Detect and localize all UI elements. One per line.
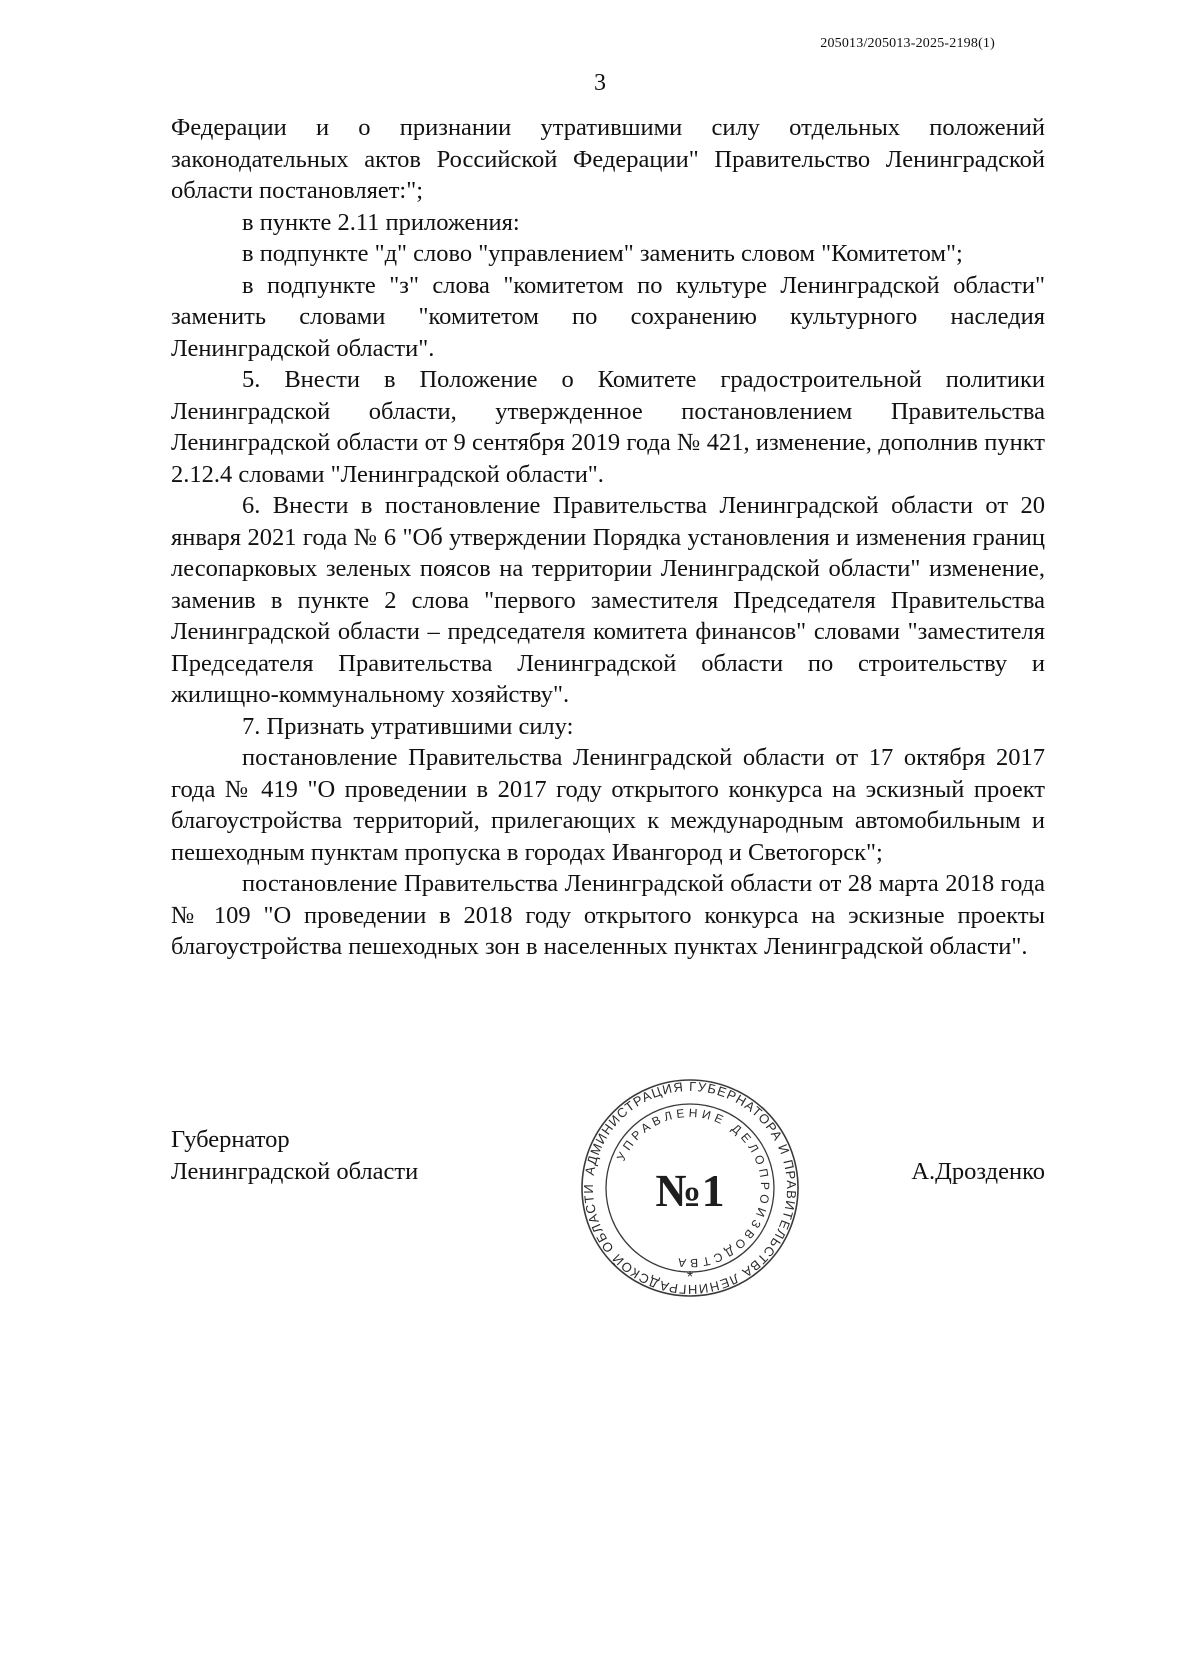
seal-star: *: [686, 1269, 694, 1286]
paragraph-repeal-2018: постановление Правительства Ленинградской области от 28 марта 2018 года № 109 "О проведении в 2018 году открытого конкурса на эскизные проекты благоустройства пешеходных зон в населенных пунктах Ленинградской области".: [171, 870, 1045, 960]
seal-center-number: №1: [655, 1165, 725, 1216]
paragraph-continuation: Федерации и о признании утратившими силу отдельных положений законодательных актов Российской Федерации" Правительство Ленинградской области постановляет:";: [171, 114, 1045, 204]
paragraph-item-2-11: в пункте 2.11 приложения:: [242, 208, 520, 236]
page-number: 3: [594, 70, 606, 96]
signatory-name: А.Дрозденко: [911, 1158, 1045, 1185]
document-id: 205013/205013-2025-2198(1): [820, 36, 995, 51]
paragraph-item-7: 7. Признать утратившими силу:: [242, 712, 574, 740]
paragraph-subitem-z: в подпункте "з" слова "комитетом по культуре Ленинградской области" заменить словами "комитетом по сохранению культурного наследия Ленинградской области".: [171, 271, 1045, 362]
signatory-title-line-2: Ленинградской области: [171, 1157, 419, 1185]
signatory-title: [171, 1124, 418, 1187]
official-seal: [580, 1078, 800, 1298]
seal-outer-text: АДМИНИСТРАЦИЯ ГУБЕРНАТОРА И ПРАВИТЕЛЬСТВА ЛЕНИНГРАДСКОЙ ОБЛАСТИ: [580, 1078, 800, 1298]
seal-inner-text: УПРАВЛЕНИЕ ДЕЛОПРОИЗВОДСТВА: [613, 1105, 773, 1271]
paragraph-item-6: 6. Внести в постановление Правительства Ленинградской области от 20 января 2021 года № 6 "Об утверждении Порядка установления и изменения границ лесопарковых зеленых поясов на территории Ленинградской области" изменение, заменив в пункте 2 слова "первого заместителя Председателя Правительства Ленинградской области – председателя комитета финансов" словами "заместителя Председателя Правительства Ленинградской области по строительству и жилищно-коммунальному хозяйству".: [171, 492, 1045, 708]
paragraph-item-5: 5. Внести в Положение о Комитете градостроительной политики Ленинградской области, утвержденное постановлением Правительства Ленинградской области от 9 сентября 2019 года № 421, изменение, дополнив пункт 2.12.4 словами "Ленинградской области".: [171, 366, 1045, 488]
paragraph-subitem-d: в подпункте "д" слово "управлением" заменить словом "Комитетом";: [242, 240, 963, 267]
signatory-title-line-1: Губернатор: [171, 1126, 290, 1153]
paragraph-repeal-2017: постановление Правительства Ленинградской области от 17 октября 2017 года № 419 "О проведении в 2017 году открытого конкурса на эскизный проект благоустройства территорий, прилегающих к международным автомобильным и пешеходным пунктам пропуска в городах Ивангород и Светогорск";: [171, 744, 1045, 866]
document-body: [171, 112, 1045, 963]
